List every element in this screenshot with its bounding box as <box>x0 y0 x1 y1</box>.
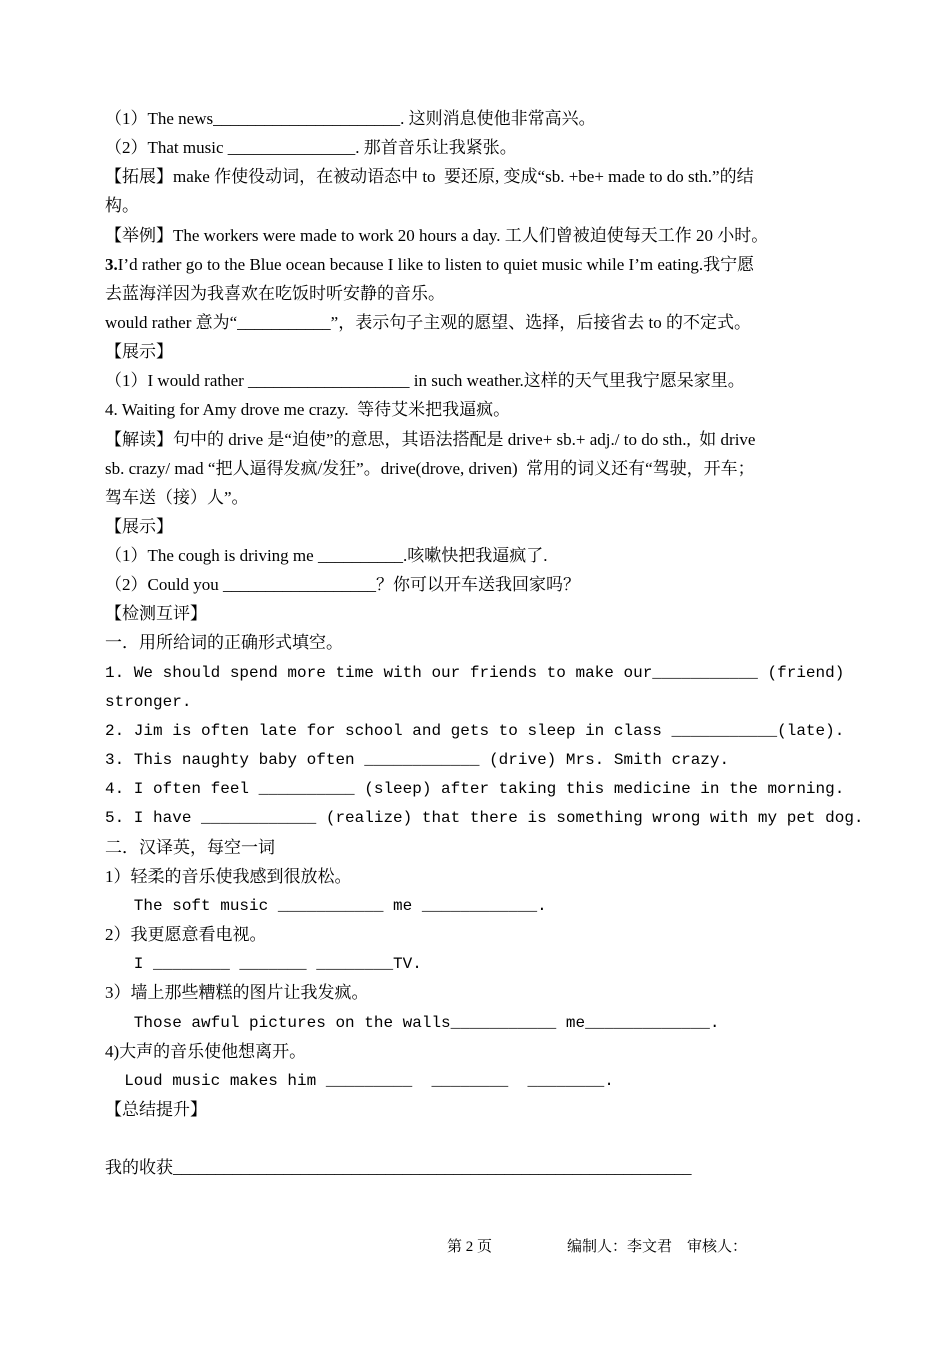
translate-item-3-answer: Those awful pictures on the walls___________ me_____________. <box>105 1014 720 1032</box>
fill-item-1-cont: stronger. <box>105 693 192 711</box>
extension-note-cont: 构。 <box>105 196 139 215</box>
translate-item-4-answer: Loud music makes him _________ ________ ________. <box>105 1072 614 1090</box>
translate-item-1-answer: The soft music ___________ me ____________. <box>105 897 547 915</box>
fill-item-4: 4. I often feel __________ (sleep) after taking this medicine in the morning. <box>105 780 845 798</box>
point-3-translation: 去蓝海洋因为我喜欢在吃饭时听安静的音乐。 <box>105 284 445 303</box>
gains-line: 我的收获_____________________________________________________________ <box>105 1158 692 1177</box>
fill-item-5: 5. I have ____________ (realize) that there is something wrong with my pet dog. <box>105 809 864 827</box>
show-heading: 【展示】 <box>105 342 173 361</box>
translate-item-2-answer: I ________ _______ ________TV. <box>105 955 422 973</box>
page-number: 第 2 页 <box>447 1239 493 1255</box>
fill-item-1: 1. We should spend more time with our friends to make our___________ (friend) <box>105 664 845 682</box>
would-rather-exercise: （1）I would rather ___________________ in such weather.这样的天气里我宁愿呆家里。 <box>105 371 745 390</box>
drive-explanation: 【解读】句中的 drive 是“迫使”的意思，其语法搭配是 drive+ sb.+ adj./ to do sth., 如 drive <box>105 430 756 449</box>
translate-item-4: 4)大声的音乐使他想离开。 <box>105 1042 307 1061</box>
drive-explanation-cont: sb. crazy/ mad “把人逼得发疯/发狂”。drive(drove, driven) 常用的词义还有“驾驶，开车； <box>105 459 755 478</box>
drive-exercise-1: （1）The cough is driving me __________.咳嗽快把我逼疯了. <box>105 546 548 565</box>
example-line: 【举例】The workers were made to work 20 hours a day. 工人们曾被迫使每天工作 20 小时。 <box>105 226 769 245</box>
exercise-2-line: （2）That music _______________. 那首音乐让我紧张。 <box>105 138 517 157</box>
point-3-number: 3. <box>105 255 118 274</box>
translate-item-2: 2）我更愿意看电视。 <box>105 925 267 944</box>
would-rather-note: would rather 意为“___________”，表示句子主观的愿望、选择，后接省去 to 的不定式。 <box>105 313 751 332</box>
fill-item-2: 2. Jim is often late for school and gets to sleep in class ___________(late). <box>105 722 845 740</box>
point-4-heading: 4. Waiting for Amy drove me crazy. 等待艾米把我逼疯。 <box>105 400 511 419</box>
point-3-sentence: I’d rather go to the Blue ocean because I like to listen to quiet music while I’m eating.我宁愿 <box>117 255 755 274</box>
show-heading-2: 【展示】 <box>105 517 173 536</box>
extension-note: 【拓展】make 作使役动词，在被动语态中 to 要还原, 变成“sb. +be+ made to do sth.”的结 <box>105 167 754 186</box>
summary-heading: 【总结提升】 <box>105 1100 207 1119</box>
test-section-heading: 【检测互评】 <box>105 604 207 623</box>
part-1-heading: 一．用所给词的正确形式填空。 <box>105 633 343 652</box>
editor-credit: 编制人：李文君 审核人： <box>567 1239 748 1255</box>
translate-item-3: 3）墙上那些糟糕的图片让我发疯。 <box>105 983 369 1002</box>
drive-exercise-2: （2）Could you __________________？你可以开车送我回家吗？ <box>105 575 581 594</box>
fill-item-3: 3. This naughty baby often ____________ (drive) Mrs. Smith crazy. <box>105 751 730 769</box>
part-2-heading: 二．汉译英，每空一词 <box>105 838 275 857</box>
point-3-heading <box>105 254 754 276</box>
drive-explanation-end: 驾车送（接）人”。 <box>105 488 249 507</box>
exercise-1-line: （1）The news______________________. 这则消息使他非常高兴。 <box>105 109 596 128</box>
translate-item-1: 1）轻柔的音乐使我感到很放松。 <box>105 867 352 886</box>
